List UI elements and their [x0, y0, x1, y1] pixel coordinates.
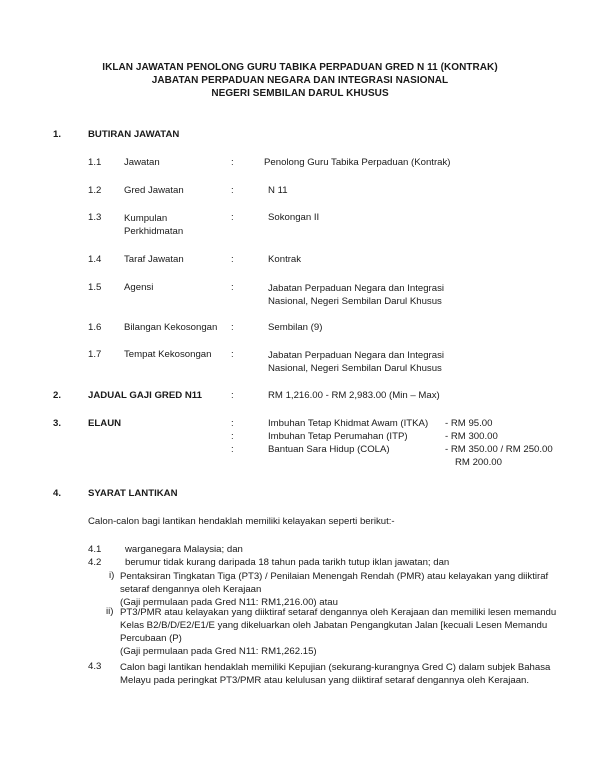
allowance-3-name: Bantuan Sara Hidup (COLA) [268, 444, 390, 455]
sub-item-ii-number: ii) [106, 606, 114, 617]
header-line-2: JABATAN PERPADUAN NEGARA DAN INTEGRASI NASIONAL [151, 75, 449, 86]
item-1-1-label: Jawatan [124, 157, 160, 168]
item-4-2-number: 4.2 [88, 557, 102, 568]
item-1-3-label [124, 212, 183, 238]
item-1-7-value-line-1: Jabatan Perpaduan Negara dan Integrasi [268, 350, 445, 361]
item-1-3-value: Sokongan II [268, 212, 320, 223]
item-1-6-colon: : [231, 322, 234, 333]
item-1-7-colon: : [231, 349, 234, 360]
allowance-3-colon: : [231, 444, 234, 455]
item-1-5-number: 1.5 [88, 282, 102, 293]
item-1-2-value: N 11 [268, 185, 288, 196]
allowance-3-amount-line-2: RM 200.00 [455, 457, 502, 468]
allowance-3-amount: - RM 350.00 / RM 250.00 [445, 444, 553, 455]
item-1-5-value-line-1: Jabatan Perpaduan Negara dan Integrasi [268, 283, 445, 294]
header-line-1: IKLAN JAWATAN PENOLONG GURU TABIKA PERPADUAN GRED N 11 (KONTRAK) [102, 62, 498, 73]
allowance-2-amount: - RM 300.00 [445, 431, 498, 442]
item-4-1-text: warganegara Malaysia; dan [125, 544, 243, 555]
sub-item-i-line-1: Pentaksiran Tingkatan Tiga (PT3) / Penilaian Menengah Rendah (PMR) atau kelayakan yang diiktiraf [120, 571, 549, 582]
section-3-title: ELAUN [88, 418, 122, 429]
document-header [0, 61, 600, 100]
item-4-3-line-1: Calon bagi lantikan hendaklah memiliki Kepujian (sekurang-kurangnya Gred C) dalam subjek Bahasa [120, 662, 551, 673]
item-1-5-label: Agensi [124, 282, 154, 293]
sub-item-ii-line-3: Percubaan (P) [120, 633, 182, 644]
allowance-1-amount: - RM 95.00 [445, 418, 493, 429]
item-1-1-number: 1.1 [88, 157, 102, 168]
item-1-3-label-line-2: Perkhidmatan [124, 226, 184, 237]
item-1-3-label-line-1: Kumpulan [124, 213, 168, 224]
item-1-3-number: 1.3 [88, 212, 102, 223]
item-4-1-number: 4.1 [88, 544, 102, 555]
section-4-title: SYARAT LANTIKAN [88, 488, 178, 499]
item-1-1-value: Penolong Guru Tabika Perpaduan (Kontrak) [264, 157, 451, 168]
item-1-7-number: 1.7 [88, 349, 102, 360]
item-1-1-colon: : [231, 157, 234, 168]
section-2-colon: : [231, 390, 234, 401]
item-1-6-label: Bilangan Kekosongan [124, 322, 218, 333]
sub-item-ii-text [120, 606, 556, 658]
item-4-3-number: 4.3 [88, 661, 102, 672]
header-line-3: NEGERI SEMBILAN DARUL KHUSUS [211, 88, 389, 99]
salary-range-value: RM 1,216.00 - RM 2,983.00 (Min – Max) [268, 390, 440, 401]
item-4-3-line-2: Melayu pada peringkat PT3/PMR atau kelulusan yang diiktiraf setaraf dengannya oleh Kerajaan. [120, 675, 530, 686]
item-1-4-colon: : [231, 254, 234, 265]
item-1-7-value [268, 349, 444, 375]
item-1-4-value: Kontrak [268, 254, 302, 265]
sub-item-i-text [120, 570, 548, 609]
item-1-6-number: 1.6 [88, 322, 102, 333]
item-1-2-colon: : [231, 185, 234, 196]
sub-item-i-line-3: (Gaji permulaan pada Gred N11: RM1,216.00) atau [120, 597, 338, 608]
item-1-4-number: 1.4 [88, 254, 102, 265]
section-2-number: 2. [53, 390, 62, 401]
sub-item-i-number: i) [109, 570, 115, 581]
section-1-number: 1. [53, 129, 62, 140]
section-4-intro: Calon-calon bagi lantikan hendaklah memiliki kelayakan seperti berikut:- [88, 516, 395, 527]
item-1-5-value [268, 282, 444, 308]
section-4-number: 4. [53, 488, 62, 499]
item-1-6-value: Sembilan (9) [268, 322, 323, 333]
sub-item-ii-line-2: Kelas B2/B/D/E2/E1/E yang dikeluarkan oleh Jabatan Pengangkutan Jalan [kecuali Lesen Memandu [120, 620, 548, 631]
item-1-2-number: 1.2 [88, 185, 102, 196]
sub-item-ii-line-4: (Gaji permulaan pada Gred N11: RM1,262.15) [120, 646, 317, 657]
item-1-3-colon: : [231, 212, 234, 223]
allowance-1-name: Imbuhan Tetap Khidmat Awam (ITKA) [268, 418, 429, 429]
item-1-5-value-line-2: Nasional, Negeri Sembilan Darul Khusus [268, 296, 442, 307]
item-1-4-label: Taraf Jawatan [124, 254, 184, 265]
allowance-2-colon: : [231, 431, 234, 442]
item-4-3-text [120, 661, 550, 687]
allowance-1-colon: : [231, 418, 234, 429]
item-1-2-label: Gred Jawatan [124, 185, 184, 196]
section-2-title: JADUAL GAJI GRED N11 [88, 390, 202, 401]
section-1-title: BUTIRAN JAWATAN [88, 129, 180, 140]
allowance-2-name: Imbuhan Tetap Perumahan (ITP) [268, 431, 408, 442]
section-3-number: 3. [53, 418, 62, 429]
item-1-5-colon: : [231, 282, 234, 293]
item-4-2-text: berumur tidak kurang daripada 18 tahun pada tarikh tutup iklan jawatan; dan [125, 557, 450, 568]
sub-item-i-line-2: setaraf dengannya oleh Kerajaan [120, 584, 262, 595]
item-1-7-label: Tempat Kekosongan [124, 349, 212, 360]
sub-item-ii-line-1: PT3/PMR atau kelayakan yang diiktiraf setaraf dengannya oleh Kerajaan dan memiliki lesen memandu [120, 607, 557, 618]
item-1-7-value-line-2: Nasional, Negeri Sembilan Darul Khusus [268, 363, 442, 374]
